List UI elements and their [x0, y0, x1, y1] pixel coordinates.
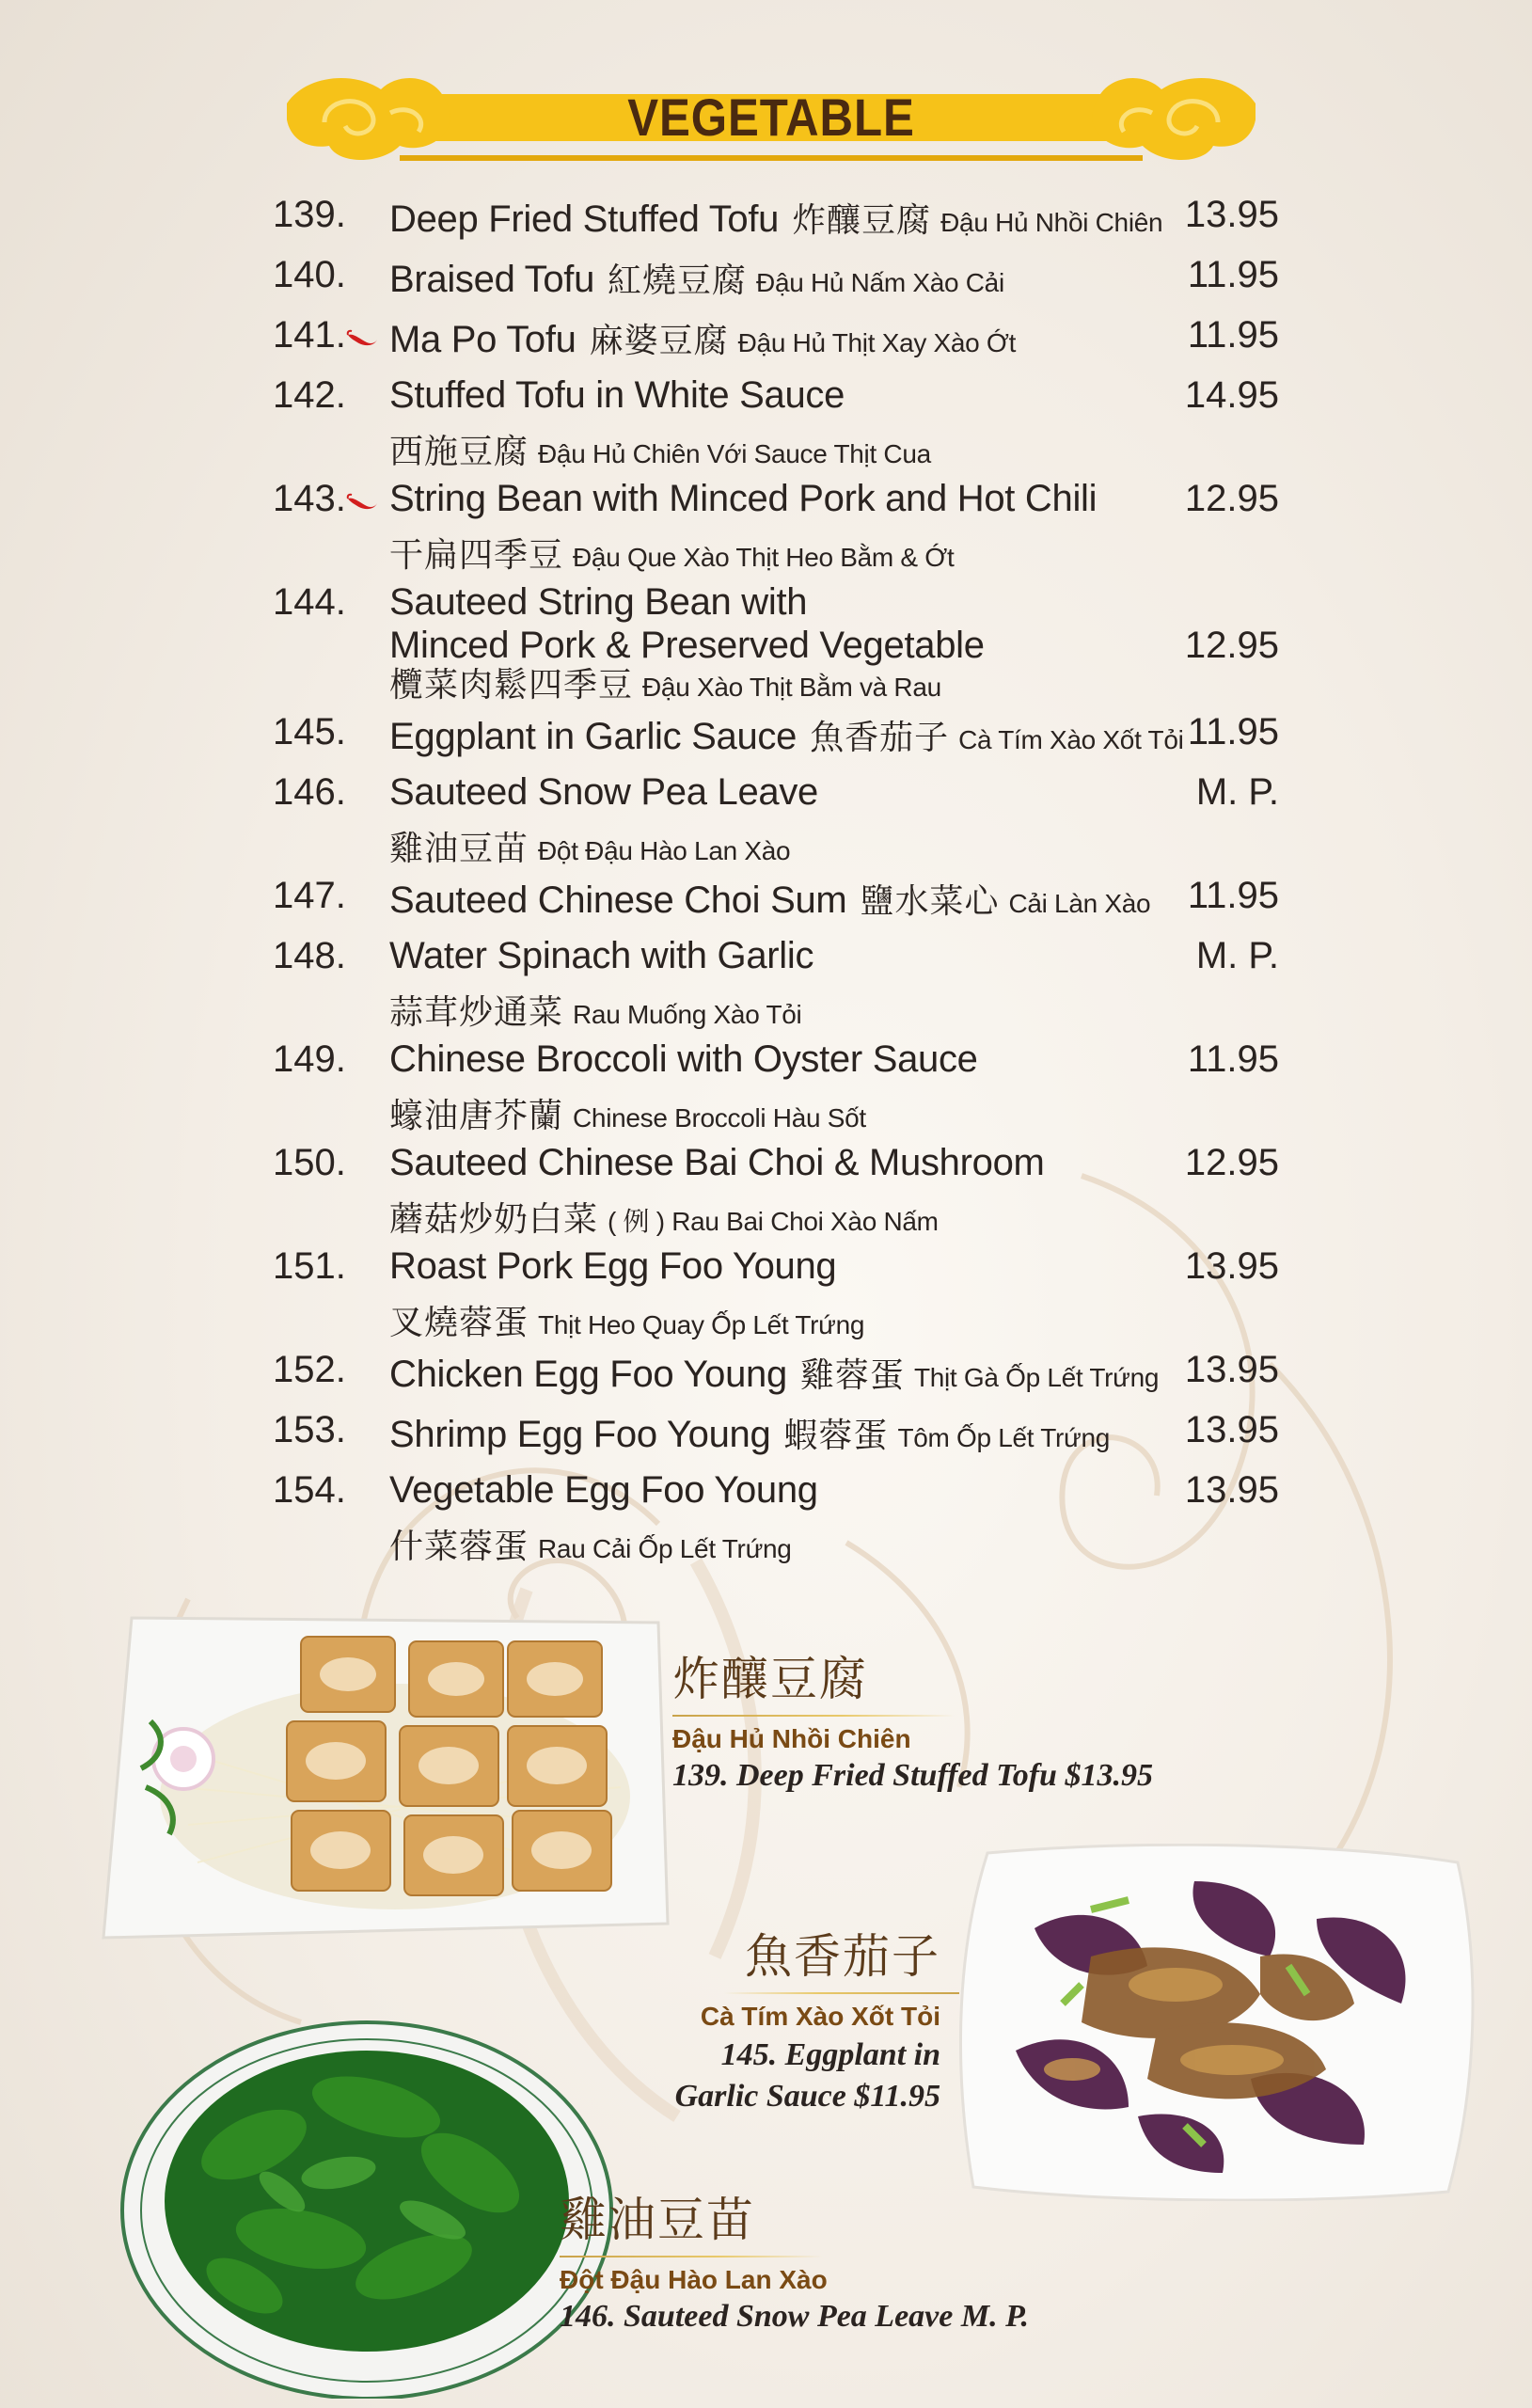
item-vietnamese-name: Cải Làn Xào — [1008, 889, 1151, 918]
item-vietnamese-name: Đậu Hủ Nấm Xào Cải — [756, 268, 1004, 297]
item-name: Vegetable Egg Foo Young — [389, 1469, 818, 1511]
item-chinese-name: 雞油豆苗 — [389, 830, 529, 868]
item-name: Deep Fried Stuffed Tofu 炸釀豆腐 Đậu Hủ Nhồi Chiên — [389, 198, 1163, 240]
feature-caption-eggplant — [658, 1919, 959, 2115]
item-price: 11.95 — [1187, 314, 1279, 356]
section-title: VEGETABLE — [627, 87, 915, 147]
item-price: 13.95 — [1184, 194, 1279, 235]
menu-item-148 — [273, 929, 1279, 1033]
item-name: Ma Po Tofu 麻婆豆腐 Đậu Hủ Thịt Xay Xào Ớt — [389, 319, 1017, 360]
item-vietnamese-name: Đậu Que Xào Thịt Heo Bằm & Ớt — [573, 543, 955, 572]
item-number: 143. — [273, 478, 346, 519]
item-number: 145. — [273, 711, 346, 752]
item-vietnamese-name: Đột Đậu Hào Lan Xào — [538, 836, 791, 865]
item-chinese-name: 干扁四季豆 — [389, 536, 564, 575]
item-chinese-name: 蒜茸炒通菜 — [389, 993, 564, 1032]
item-number: 147. — [273, 875, 346, 916]
menu-item-152 — [273, 1343, 1279, 1403]
caption-divider — [672, 1715, 955, 1717]
chili-pepper-icon — [346, 329, 378, 348]
item-price: 12.95 — [1184, 478, 1279, 519]
feature-vietnamese-name: Cà Tím Xào Xốt Tỏi — [700, 2002, 940, 2031]
eggplant-photo — [950, 1844, 1477, 2201]
item-vietnamese-name: Rau Cải Ốp Lết Trứng — [538, 1534, 792, 1563]
item-number: 142. — [273, 374, 346, 416]
item-number: 149. — [273, 1038, 346, 1080]
menu-item-140 — [273, 248, 1279, 309]
feature-chinese-name: 炸釀豆腐 — [672, 1652, 868, 1706]
item-chinese-name: 紅燒豆腐 — [608, 261, 748, 300]
item-name: Stuffed Tofu in White Sauce — [389, 374, 845, 416]
item-chinese-name: 西施豆腐 — [389, 433, 529, 471]
feature-caption-snow-pea — [560, 2182, 1218, 2335]
item-vietnamese-name: Đậu Hủ Nhồi Chiên — [940, 208, 1163, 237]
item-chinese-name: 蠔油唐芥蘭 — [389, 1097, 564, 1135]
item-price: 13.95 — [1184, 1245, 1279, 1287]
item-name: Chicken Egg Foo Young 雞蓉蛋 Thịt Gà Ốp Lết Trứng — [389, 1354, 1160, 1395]
item-number: 153. — [273, 1409, 346, 1450]
item-price: 13.95 — [1184, 1349, 1279, 1390]
item-price: 12.95 — [1184, 625, 1279, 666]
item-name: Roast Pork Egg Foo Young — [389, 1245, 837, 1287]
item-number: 140. — [273, 254, 346, 295]
item-chinese-name: 魚香茄子 — [810, 719, 950, 757]
item-chinese-name: 欖菜肉鬆四季豆 — [389, 666, 634, 705]
section-banner — [287, 66, 1256, 169]
item-chinese-name: 鹽水菜心 — [860, 882, 1000, 921]
item-number: 148. — [273, 935, 346, 976]
item-vietnamese-name: Thịt Heo Quay Ốp Lết Trứng — [538, 1310, 865, 1339]
item-chinese-name: 雞蓉蛋 — [799, 1356, 905, 1395]
menu-list — [273, 188, 1279, 1567]
feature-caption-tofu — [672, 1641, 1199, 1794]
item-number: 150. — [273, 1142, 346, 1183]
item-vietnamese-name: Thịt Gà Ốp Lết Trứng — [913, 1363, 1160, 1392]
item-name: Sauteed Chinese Choi Sum 鹽水菜心 Cải Làn Xào — [389, 879, 1151, 921]
item-vietnamese-name: Rau Muống Xào Tỏi — [573, 1000, 802, 1029]
menu-item-151 — [273, 1240, 1279, 1343]
item-price: 11.95 — [1187, 875, 1279, 916]
menu-item-141 — [273, 309, 1279, 369]
stuffed-tofu-photo — [94, 1599, 677, 1956]
item-name: Water Spinach with Garlic — [389, 935, 814, 976]
item-name-continued: Minced Pork & Preserved Vegetable — [389, 625, 985, 666]
item-vietnamese-name: ( 例 ) Rau Bai Choi Xào Nấm — [608, 1207, 939, 1236]
item-chinese-name: 什菜蓉蛋 — [389, 1528, 529, 1566]
menu-item-142 — [273, 369, 1279, 472]
chili-pepper-icon — [346, 493, 378, 512]
item-price: M. P. — [1195, 771, 1279, 813]
item-chinese-name: 蘑菇炒奶白菜 — [389, 1200, 599, 1239]
item-vietnamese-name: Đậu Xào Thịt Bằm và Rau — [642, 673, 941, 702]
item-number: 152. — [273, 1349, 346, 1390]
caption-divider — [560, 2256, 823, 2258]
feature-english-name-line1: 145. Eggplant in — [720, 2037, 940, 2072]
item-number: 139. — [273, 194, 346, 235]
feature-vietnamese-name: Đậu Hủ Nhồi Chiên — [672, 1724, 911, 1753]
item-vietnamese-name: Tôm Ốp Lết Trứng — [897, 1423, 1111, 1452]
caption-divider — [724, 1992, 959, 1994]
item-name: Chinese Broccoli with Oyster Sauce — [389, 1038, 978, 1080]
item-number: 151. — [273, 1245, 346, 1287]
item-chinese-name: 炸釀豆腐 — [792, 201, 932, 240]
item-subtitle — [389, 1528, 792, 1576]
menu-item-143 — [273, 472, 1279, 576]
menu-item-144 — [273, 576, 1279, 705]
menu-item-149 — [273, 1033, 1279, 1136]
item-price: 11.95 — [1187, 711, 1279, 752]
item-vietnamese-name: Đậu Hủ Thịt Xay Xào Ớt — [737, 328, 1017, 357]
menu-item-145 — [273, 705, 1279, 766]
menu-item-146 — [273, 766, 1279, 869]
menu-item-139 — [273, 188, 1279, 248]
item-name: Shrimp Egg Foo Young 蝦蓉蛋 Tôm Ốp Lết Trứng — [389, 1414, 1111, 1455]
feature-vietnamese-name: Đột Đậu Hào Lan Xào — [560, 2265, 828, 2294]
item-vietnamese-name: Đậu Hủ Chiên Với Sauce Thịt Cua — [538, 439, 931, 468]
item-price: 12.95 — [1184, 1142, 1279, 1183]
feature-english-name: 139. Deep Fried Stuffed Tofu $13.95 — [672, 1758, 1153, 1793]
item-number: 146. — [273, 771, 346, 813]
feature-english-name-line2: Garlic Sauce $11.95 — [674, 2079, 940, 2114]
item-price: 11.95 — [1187, 1038, 1279, 1080]
item-name: Eggplant in Garlic Sauce 魚香茄子 Cà Tím Xào Xốt Tỏi — [389, 716, 1184, 757]
item-name: Braised Tofu 紅燒豆腐 Đậu Hủ Nấm Xào Cải — [389, 259, 1004, 300]
menu-item-153 — [273, 1403, 1279, 1464]
item-price: 14.95 — [1184, 374, 1279, 416]
item-price: M. P. — [1195, 935, 1279, 976]
menu-item-150 — [273, 1136, 1279, 1240]
item-price: 13.95 — [1184, 1469, 1279, 1511]
item-name: Sauteed Snow Pea Leave — [389, 771, 818, 813]
item-name: String Bean with Minced Pork and Hot Chili — [389, 478, 1098, 519]
item-vietnamese-name: Cà Tím Xào Xốt Tỏi — [958, 725, 1184, 754]
feature-english-name: 146. Sauteed Snow Pea Leave M. P. — [560, 2299, 1029, 2334]
menu-item-147 — [273, 869, 1279, 929]
item-name: Sauteed String Bean with — [389, 581, 808, 623]
item-price: 13.95 — [1184, 1409, 1279, 1450]
item-number: 141. — [273, 314, 346, 356]
feature-chinese-name: 魚香茄子 — [745, 1929, 940, 1984]
menu-item-154 — [273, 1464, 1279, 1567]
item-vietnamese-name: Chinese Broccoli Hàu Sốt — [573, 1103, 866, 1133]
item-price: 11.95 — [1187, 254, 1279, 295]
item-number: 154. — [273, 1469, 346, 1511]
item-name: Sauteed Chinese Bai Choi & Mushroom — [389, 1142, 1045, 1183]
item-number: 144. — [273, 581, 346, 623]
item-chinese-name: 蝦蓉蛋 — [783, 1417, 889, 1455]
feature-chinese-name: 雞油豆苗 — [560, 2193, 755, 2247]
item-chinese-name: 叉燒蓉蛋 — [389, 1304, 529, 1342]
item-chinese-name: 麻婆豆腐 — [589, 322, 729, 360]
